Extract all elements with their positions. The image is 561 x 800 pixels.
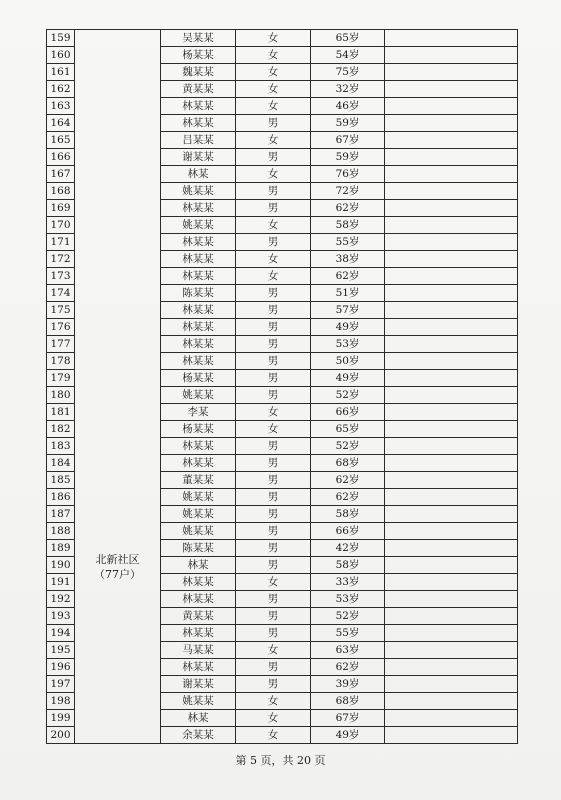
name-cell: 姚某某: [161, 506, 236, 523]
age-cell: 53岁: [311, 591, 385, 608]
name-cell: 林某某: [161, 574, 236, 591]
page-number-text: 第 5 页，共 20 页: [235, 754, 326, 767]
age-cell: 66岁: [311, 404, 385, 421]
name-cell: 魏某某: [161, 64, 236, 81]
row-number-cell: 187: [47, 506, 75, 523]
name-cell: 林某某: [161, 659, 236, 676]
age-cell: 58岁: [311, 557, 385, 574]
age-cell: 59岁: [311, 115, 385, 132]
row-number-cell: 183: [47, 438, 75, 455]
remark-cell: [385, 438, 518, 455]
age-cell: 49岁: [311, 727, 385, 744]
table-row: [47, 30, 518, 47]
row-number-cell: 174: [47, 285, 75, 302]
name-cell: 姚某某: [161, 523, 236, 540]
age-cell: 49岁: [311, 319, 385, 336]
remark-cell: [385, 98, 518, 115]
row-number-cell: 165: [47, 132, 75, 149]
row-number-cell: 184: [47, 455, 75, 472]
sex-cell: 男: [236, 472, 311, 489]
age-cell: 49岁: [311, 370, 385, 387]
name-cell: 余某某: [161, 727, 236, 744]
age-cell: 33岁: [311, 574, 385, 591]
remark-cell: [385, 455, 518, 472]
age-cell: 68岁: [311, 455, 385, 472]
name-cell: 林某某: [161, 625, 236, 642]
row-number-cell: 195: [47, 642, 75, 659]
sex-cell: 女: [236, 251, 311, 268]
name-cell: 林某某: [161, 200, 236, 217]
name-cell: 黄某某: [161, 81, 236, 98]
remark-cell: [385, 336, 518, 353]
name-cell: 林某: [161, 166, 236, 183]
row-number-cell: 190: [47, 557, 75, 574]
age-cell: 59岁: [311, 149, 385, 166]
resident-table-body: [47, 30, 518, 744]
remark-cell: [385, 353, 518, 370]
age-cell: 39岁: [311, 676, 385, 693]
remark-cell: [385, 166, 518, 183]
age-cell: 62岁: [311, 200, 385, 217]
remark-cell: [385, 540, 518, 557]
remark-cell: [385, 285, 518, 302]
name-cell: 吴某某: [161, 30, 236, 47]
name-cell: 姚某某: [161, 217, 236, 234]
sex-cell: 男: [236, 523, 311, 540]
row-number-cell: 178: [47, 353, 75, 370]
name-cell: 陈某某: [161, 540, 236, 557]
row-number-cell: 161: [47, 64, 75, 81]
name-cell: 林某某: [161, 268, 236, 285]
sex-cell: 女: [236, 30, 311, 47]
remark-cell: [385, 115, 518, 132]
name-cell: 马某某: [161, 642, 236, 659]
sex-cell: 女: [236, 98, 311, 115]
name-cell: 谢某某: [161, 676, 236, 693]
remark-cell: [385, 183, 518, 200]
row-number-cell: 179: [47, 370, 75, 387]
age-cell: 52岁: [311, 608, 385, 625]
sex-cell: 男: [236, 387, 311, 404]
sex-cell: 男: [236, 234, 311, 251]
age-cell: 54岁: [311, 47, 385, 64]
name-cell: 杨某某: [161, 421, 236, 438]
sex-cell: 男: [236, 302, 311, 319]
sex-cell: 男: [236, 336, 311, 353]
name-cell: 林某: [161, 710, 236, 727]
sex-cell: 女: [236, 166, 311, 183]
sex-cell: 女: [236, 404, 311, 421]
sex-cell: 男: [236, 353, 311, 370]
community-cell: [75, 30, 161, 744]
name-cell: 吕某某: [161, 132, 236, 149]
age-cell: 50岁: [311, 353, 385, 370]
sex-cell: 女: [236, 693, 311, 710]
row-number-cell: 169: [47, 200, 75, 217]
sex-cell: 男: [236, 506, 311, 523]
row-number-cell: 188: [47, 523, 75, 540]
community-households: （77户）: [94, 568, 141, 581]
remark-cell: [385, 302, 518, 319]
remark-cell: [385, 608, 518, 625]
row-number-cell: 185: [47, 472, 75, 489]
remark-cell: [385, 370, 518, 387]
row-number-cell: 172: [47, 251, 75, 268]
remark-cell: [385, 47, 518, 64]
remark-cell: [385, 421, 518, 438]
row-number-cell: 180: [47, 387, 75, 404]
age-cell: 76岁: [311, 166, 385, 183]
remark-cell: [385, 132, 518, 149]
age-cell: 66岁: [311, 523, 385, 540]
sex-cell: 男: [236, 285, 311, 302]
sex-cell: 女: [236, 574, 311, 591]
name-cell: 杨某某: [161, 370, 236, 387]
row-number-cell: 170: [47, 217, 75, 234]
row-number-cell: 189: [47, 540, 75, 557]
row-number-cell: 164: [47, 115, 75, 132]
row-number-cell: 198: [47, 693, 75, 710]
age-cell: 53岁: [311, 336, 385, 353]
remark-cell: [385, 387, 518, 404]
row-number-cell: 199: [47, 710, 75, 727]
name-cell: 林某某: [161, 455, 236, 472]
age-cell: 67岁: [311, 710, 385, 727]
row-number-cell: 168: [47, 183, 75, 200]
age-cell: 58岁: [311, 506, 385, 523]
name-cell: 李某: [161, 404, 236, 421]
age-cell: 65岁: [311, 421, 385, 438]
sex-cell: 男: [236, 319, 311, 336]
community-name: 北新社区: [95, 553, 140, 566]
sex-cell: 女: [236, 132, 311, 149]
sex-cell: 女: [236, 268, 311, 285]
age-cell: 58岁: [311, 217, 385, 234]
row-number-cell: 191: [47, 574, 75, 591]
name-cell: 姚某某: [161, 489, 236, 506]
remark-cell: [385, 268, 518, 285]
sex-cell: 女: [236, 421, 311, 438]
remark-cell: [385, 149, 518, 166]
age-cell: 46岁: [311, 98, 385, 115]
name-cell: 姚某某: [161, 387, 236, 404]
name-cell: 董某某: [161, 472, 236, 489]
remark-cell: [385, 574, 518, 591]
row-number-cell: 193: [47, 608, 75, 625]
sex-cell: 女: [236, 710, 311, 727]
row-number-cell: 175: [47, 302, 75, 319]
age-cell: 42岁: [311, 540, 385, 557]
age-cell: 38岁: [311, 251, 385, 268]
remark-cell: [385, 727, 518, 744]
row-number-cell: 200: [47, 727, 75, 744]
age-cell: 67岁: [311, 132, 385, 149]
sex-cell: 男: [236, 625, 311, 642]
sex-cell: 男: [236, 676, 311, 693]
row-number-cell: 181: [47, 404, 75, 421]
remark-cell: [385, 523, 518, 540]
remark-cell: [385, 489, 518, 506]
remark-cell: [385, 625, 518, 642]
age-cell: 55岁: [311, 234, 385, 251]
age-cell: 72岁: [311, 183, 385, 200]
sex-cell: 男: [236, 659, 311, 676]
sex-cell: 女: [236, 81, 311, 98]
age-cell: 62岁: [311, 659, 385, 676]
name-cell: 林某某: [161, 234, 236, 251]
sex-cell: 男: [236, 438, 311, 455]
resident-table: [46, 29, 518, 744]
name-cell: 林某某: [161, 302, 236, 319]
row-number-cell: 166: [47, 149, 75, 166]
remark-cell: [385, 591, 518, 608]
age-cell: 51岁: [311, 285, 385, 302]
remark-cell: [385, 676, 518, 693]
remark-cell: [385, 557, 518, 574]
name-cell: 林某: [161, 557, 236, 574]
row-number-cell: 192: [47, 591, 75, 608]
sex-cell: 男: [236, 608, 311, 625]
remark-cell: [385, 30, 518, 47]
name-cell: 姚某某: [161, 183, 236, 200]
row-number-cell: 167: [47, 166, 75, 183]
name-cell: 谢某某: [161, 149, 236, 166]
sex-cell: 女: [236, 47, 311, 64]
remark-cell: [385, 217, 518, 234]
name-cell: 林某某: [161, 438, 236, 455]
sex-cell: 女: [236, 642, 311, 659]
row-number-cell: 171: [47, 234, 75, 251]
age-cell: 55岁: [311, 625, 385, 642]
age-cell: 52岁: [311, 387, 385, 404]
name-cell: 林某某: [161, 336, 236, 353]
community-label: [75, 552, 160, 582]
remark-cell: [385, 506, 518, 523]
name-cell: 陈某某: [161, 285, 236, 302]
page-footer: [0, 752, 561, 768]
sex-cell: 男: [236, 370, 311, 387]
name-cell: 姚某某: [161, 693, 236, 710]
age-cell: 75岁: [311, 64, 385, 81]
age-cell: 32岁: [311, 81, 385, 98]
sex-cell: 男: [236, 557, 311, 574]
age-cell: 68岁: [311, 693, 385, 710]
remark-cell: [385, 251, 518, 268]
row-number-cell: 186: [47, 489, 75, 506]
sex-cell: 男: [236, 540, 311, 557]
name-cell: 林某某: [161, 319, 236, 336]
row-number-cell: 162: [47, 81, 75, 98]
row-number-cell: 177: [47, 336, 75, 353]
row-number-cell: 194: [47, 625, 75, 642]
remark-cell: [385, 319, 518, 336]
sex-cell: 男: [236, 115, 311, 132]
remark-cell: [385, 81, 518, 98]
name-cell: 林某某: [161, 353, 236, 370]
age-cell: 62岁: [311, 472, 385, 489]
sex-cell: 男: [236, 149, 311, 166]
remark-cell: [385, 710, 518, 727]
row-number-cell: 196: [47, 659, 75, 676]
sex-cell: 男: [236, 489, 311, 506]
sex-cell: 女: [236, 217, 311, 234]
sex-cell: 女: [236, 727, 311, 744]
age-cell: 57岁: [311, 302, 385, 319]
name-cell: 林某某: [161, 591, 236, 608]
age-cell: 62岁: [311, 268, 385, 285]
name-cell: 林某某: [161, 115, 236, 132]
sex-cell: 男: [236, 591, 311, 608]
sex-cell: 男: [236, 183, 311, 200]
age-cell: 63岁: [311, 642, 385, 659]
row-number-cell: 197: [47, 676, 75, 693]
age-cell: 62岁: [311, 489, 385, 506]
row-number-cell: 173: [47, 268, 75, 285]
remark-cell: [385, 472, 518, 489]
remark-cell: [385, 693, 518, 710]
row-number-cell: 163: [47, 98, 75, 115]
sex-cell: 男: [236, 455, 311, 472]
remark-cell: [385, 200, 518, 217]
remark-cell: [385, 404, 518, 421]
sex-cell: 女: [236, 64, 311, 81]
remark-cell: [385, 234, 518, 251]
remark-cell: [385, 64, 518, 81]
row-number-cell: 176: [47, 319, 75, 336]
name-cell: 林某某: [161, 251, 236, 268]
age-cell: 65岁: [311, 30, 385, 47]
name-cell: 杨某某: [161, 47, 236, 64]
row-number-cell: 159: [47, 30, 75, 47]
remark-cell: [385, 642, 518, 659]
name-cell: 林某某: [161, 98, 236, 115]
row-number-cell: 182: [47, 421, 75, 438]
name-cell: 黄某某: [161, 608, 236, 625]
sex-cell: 男: [236, 200, 311, 217]
remark-cell: [385, 659, 518, 676]
row-number-cell: 160: [47, 47, 75, 64]
age-cell: 52岁: [311, 438, 385, 455]
